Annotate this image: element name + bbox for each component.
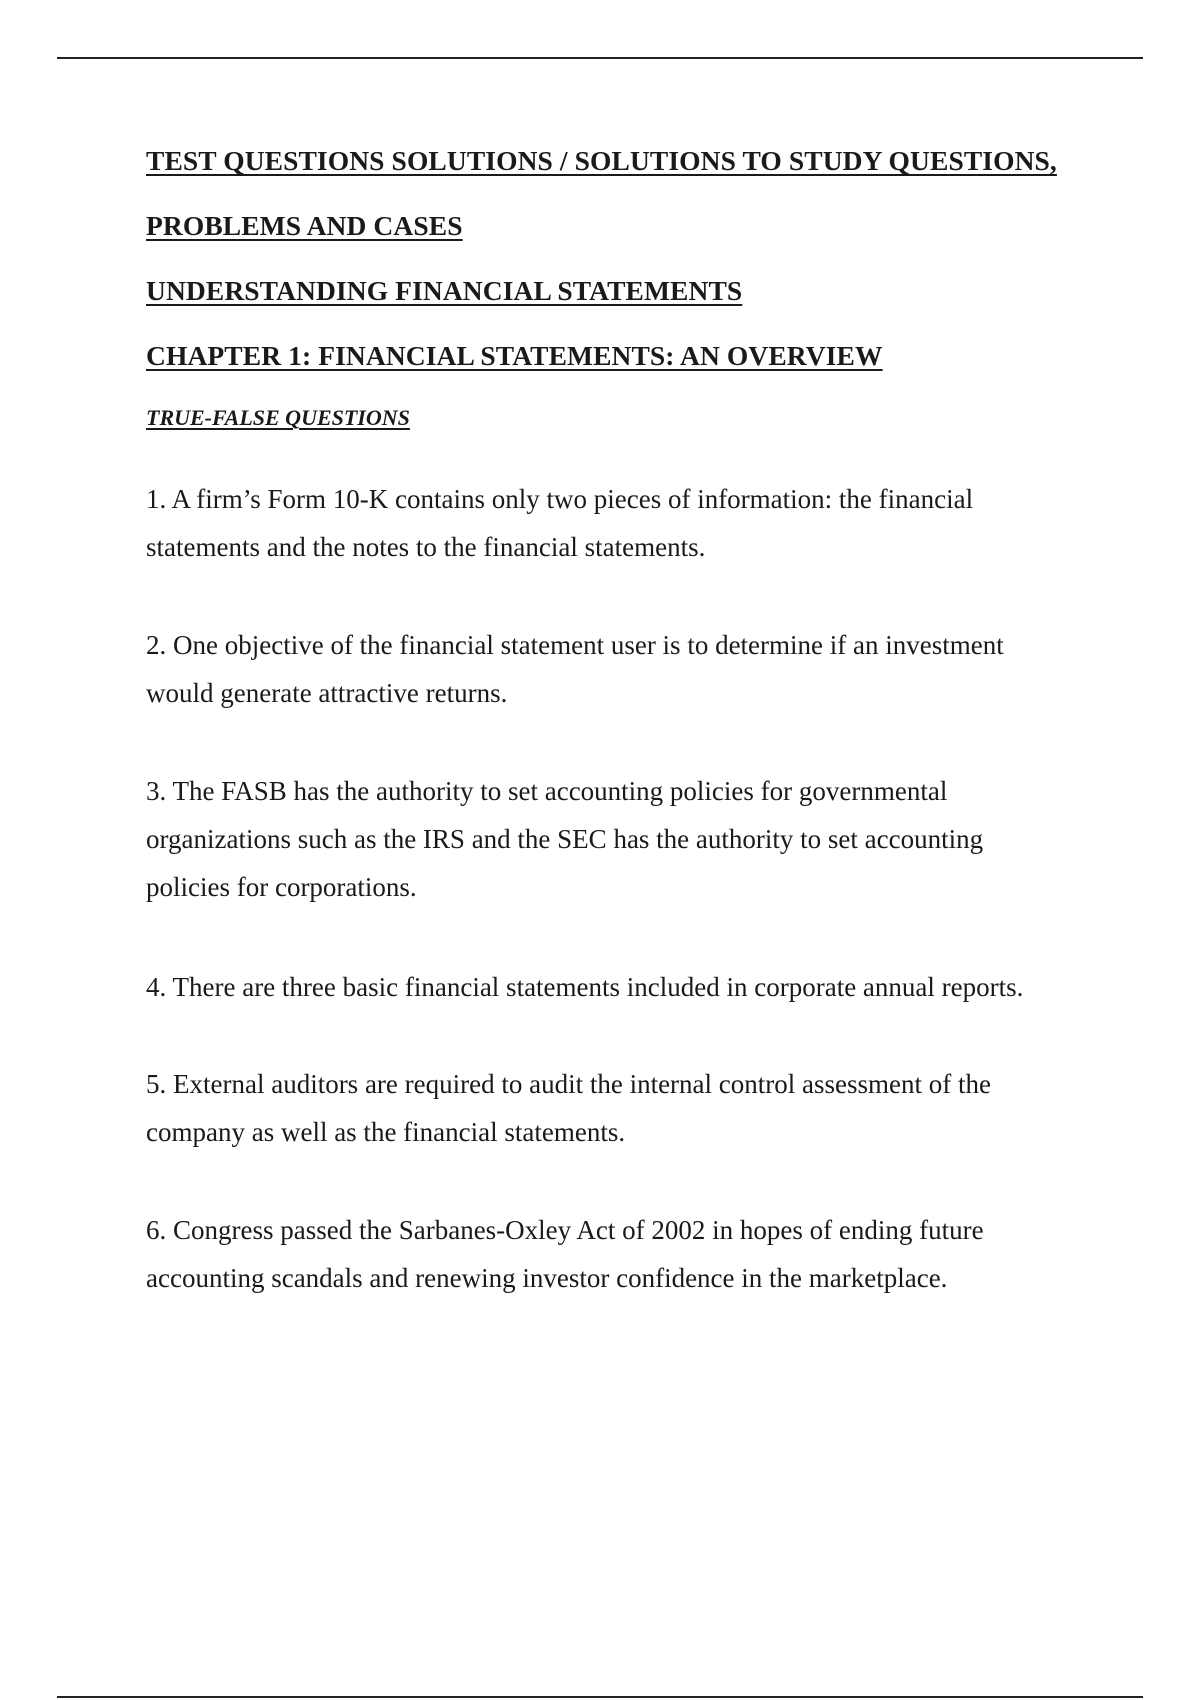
question-2-line-2: would generate attractive returns. [146,678,508,708]
question-6-line-2: accounting scandals and renewing investor confidence in the marketplace. [146,1263,948,1293]
book-title: UNDERSTANDING FINANCIAL STATEMENTS [146,275,743,306]
question-1 [146,475,1106,571]
chapter-title: CHAPTER 1: FINANCIAL STATEMENTS: AN OVERVIEW [146,340,883,371]
question-1-line-2: statements and the notes to the financial statements. [146,532,706,562]
question-1-line-1: 1. A firm’s Form 10-K contains only two pieces of information: the financial [146,484,974,514]
bottom-rule [57,1696,1143,1698]
question-5-line-1: 5. External auditors are required to audit the internal control assessment of the [146,1069,991,1099]
doc-title-line-2: PROBLEMS AND CASES [146,210,463,241]
question-3 [146,767,1106,911]
doc-title-line-1: TEST QUESTIONS SOLUTIONS / SOLUTIONS TO STUDY QUESTIONS, [146,145,1057,176]
question-4-line-1: 4. There are three basic financial statements included in corporate annual reports. [146,972,1024,1002]
question-2 [146,621,1106,717]
question-4 [146,963,1106,1011]
question-6-line-1: 6. Congress passed the Sarbanes-Oxley Act of 2002 in hopes of ending future [146,1215,984,1245]
top-rule [57,57,1143,59]
question-3-line-3: policies for corporations. [146,872,417,902]
question-5-line-2: company as well as the financial statements. [146,1117,626,1147]
question-5 [146,1060,1106,1156]
question-6 [146,1206,1106,1302]
question-3-line-2: organizations such as the IRS and the SEC has the authority to set accounting [146,824,984,854]
question-2-line-1: 2. One objective of the financial statement user is to determine if an investment [146,630,1004,660]
section-title: TRUE-FALSE QUESTIONS [146,405,410,430]
question-3-line-1: 3. The FASB has the authority to set accounting policies for governmental [146,776,948,806]
